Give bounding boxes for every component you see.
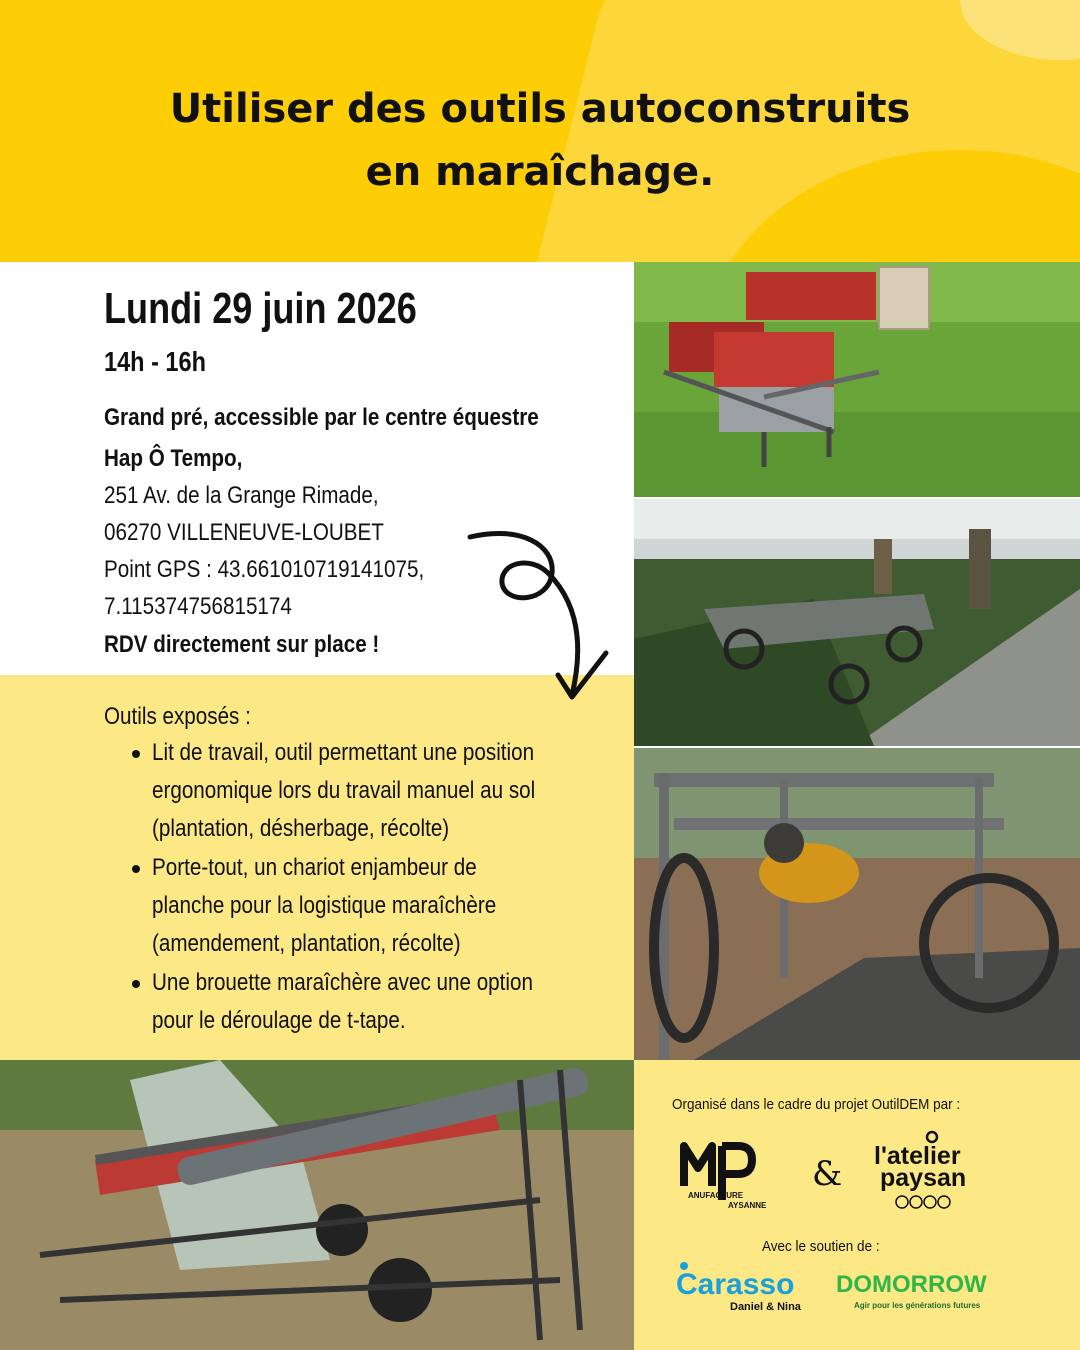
tool-3-line-2: pour le déroulage de t-tape. xyxy=(152,1007,406,1034)
photo-crates-cart xyxy=(634,262,1080,497)
event-place-line-2: Hap Ô Tempo, xyxy=(104,445,243,472)
header-banner xyxy=(0,0,1080,262)
bullet-icon xyxy=(132,980,140,988)
organised-by-text: Organisé dans le cadre du projet OutilDEM par : xyxy=(672,1096,961,1113)
event-date: Lundi 29 juin 2026 xyxy=(104,284,417,333)
bullet-icon xyxy=(132,750,140,758)
domorrow-logo-sub: Agir pour les générations futures xyxy=(854,1301,981,1310)
event-place-line-1: Grand pré, accessible par le centre équestre xyxy=(104,404,539,431)
event-time: 14h - 16h xyxy=(104,346,206,377)
title-line-2: en maraîchage. xyxy=(365,149,715,195)
atelier-logo-line-2: paysan xyxy=(880,1164,967,1192)
tools-section xyxy=(0,675,634,1060)
atelier-logo-line-1: l'atelier xyxy=(874,1142,961,1170)
photo-work-bed-person xyxy=(634,748,1080,1060)
title-line-1: Utiliser des outils autoconstruits xyxy=(169,86,911,132)
carasso-logo-sub: Daniel & Nina xyxy=(730,1301,801,1313)
tools-heading: Outils exposés : xyxy=(104,703,251,730)
carasso-logo-name: Carasso xyxy=(676,1268,795,1301)
event-street: 251 Av. de la Grange Rimade, xyxy=(104,482,379,509)
event-city: 06270 VILLENEUVE-LOUBET xyxy=(104,519,384,546)
domorrow-logo xyxy=(834,1266,990,1316)
manufacture-paysanne-logo xyxy=(680,1138,776,1210)
event-gps-line-2: 7.115374756815174 xyxy=(104,593,292,620)
mp-logo-text-1: ANUFACTURE xyxy=(688,1191,744,1200)
hand-drawn-arrow-icon xyxy=(460,525,620,715)
mp-logo-text-2: AYSANNE xyxy=(728,1201,767,1210)
photo-greenhouse-work-bed xyxy=(634,499,1080,746)
bullet-icon xyxy=(132,865,140,873)
page-title xyxy=(0,78,1080,204)
tool-1-line-3: (plantation, désherbage, récolte) xyxy=(152,815,450,842)
tool-3-line-1: Une brouette maraîchère avec une option xyxy=(152,969,533,996)
atelier-paysan-logo xyxy=(870,1130,970,1212)
event-gps-line-1: Point GPS : 43.661010719141075, xyxy=(104,556,425,583)
tool-2-line-3: (amendement, plantation, récolte) xyxy=(152,930,461,957)
ampersand: & xyxy=(812,1154,843,1194)
tool-1-line-2: ergonomique lors du travail manuel au sol xyxy=(152,777,536,804)
partners-section xyxy=(634,1060,1080,1350)
tool-2-line-1: Porte-tout, un chariot enjambeur de xyxy=(152,854,477,881)
photo-wheelbarrow-t-tape xyxy=(0,1060,634,1350)
support-text: Avec le soutien de : xyxy=(762,1238,880,1255)
tool-1-line-1: Lit de travail, outil permettant une position xyxy=(152,739,535,766)
tool-2-line-2: planche pour la logistique maraîchère xyxy=(152,892,497,919)
event-rdv: RDV directement sur place ! xyxy=(104,631,380,658)
carasso-logo xyxy=(674,1258,814,1318)
domorrow-logo-name: DOMORROW xyxy=(836,1271,987,1298)
